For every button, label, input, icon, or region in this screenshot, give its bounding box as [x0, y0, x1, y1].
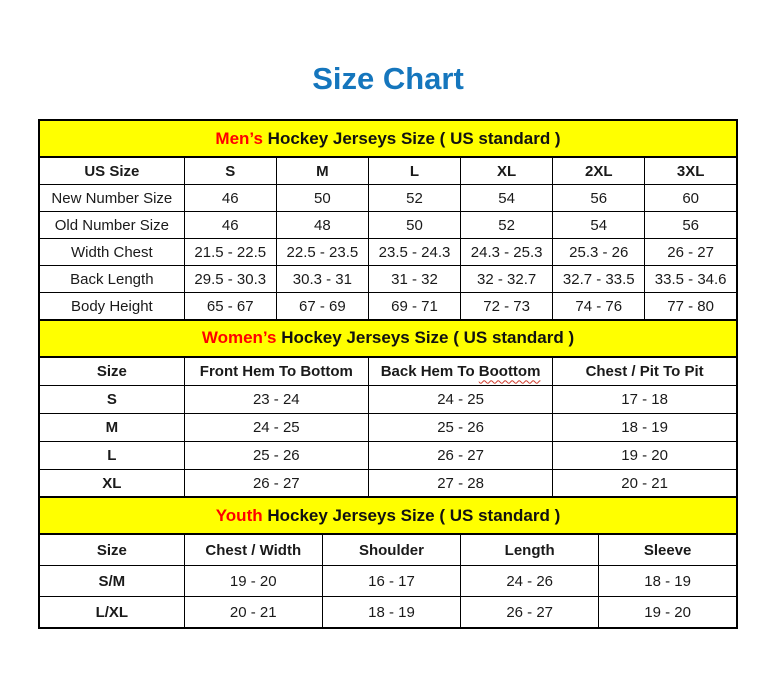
mens-cell-2-3: 24.3 - 25.3	[461, 239, 553, 266]
youth-size-table	[38, 496, 738, 629]
mens-cell-2-1: 22.5 - 23.5	[276, 239, 368, 266]
womens-column-header-1: Front Hem To Bottom	[184, 357, 368, 386]
mens-cell-0-4: 56	[553, 185, 645, 212]
mens-size-table	[38, 119, 738, 321]
mens-cell-4-0: 65 - 67	[184, 293, 276, 321]
womens-column-header-2: Back Hem To Boottom	[368, 357, 552, 386]
womens-band-text: Hockey Jerseys Size ( US standard )	[276, 328, 575, 347]
womens-cell-1-0: 24 - 25	[184, 413, 368, 441]
mens-column-header-3: L	[368, 157, 460, 185]
womens-cell-2-1: 26 - 27	[368, 441, 552, 469]
mens-column-header-5: 2XL	[553, 157, 645, 185]
mens-cell-3-2: 31 - 32	[368, 266, 460, 293]
mens-column-header-1: S	[184, 157, 276, 185]
womens-cell-0-0: 23 - 24	[184, 385, 368, 413]
mens-cell-3-4: 32.7 - 33.5	[553, 266, 645, 293]
mens-cell-2-5: 26 - 27	[645, 239, 737, 266]
mens-cell-1-4: 54	[553, 212, 645, 239]
mens-row-label-4: Body Height	[39, 293, 184, 321]
mens-cell-3-3: 32 - 32.7	[461, 266, 553, 293]
mens-cell-1-1: 48	[276, 212, 368, 239]
mens-row-2	[39, 239, 737, 266]
youth-row-1	[39, 597, 737, 629]
womens-row-label-3: XL	[39, 469, 184, 498]
mens-cell-3-0: 29.5 - 30.3	[184, 266, 276, 293]
womens-cell-2-2: 19 - 20	[553, 441, 737, 469]
mens-cell-0-2: 52	[368, 185, 460, 212]
mens-row-1	[39, 212, 737, 239]
youth-cell-0-0: 19 - 20	[184, 566, 322, 597]
womens-cell-3-0: 26 - 27	[184, 469, 368, 498]
mens-cell-3-1: 30.3 - 31	[276, 266, 368, 293]
youth-row-0	[39, 566, 737, 597]
youth-cell-0-1: 16 - 17	[322, 566, 460, 597]
mens-row-4	[39, 293, 737, 321]
youth-cell-1-1: 18 - 19	[322, 597, 460, 629]
mens-cell-4-2: 69 - 71	[368, 293, 460, 321]
womens-cell-3-1: 27 - 28	[368, 469, 552, 498]
womens-row-2	[39, 441, 737, 469]
youth-column-header-2: Shoulder	[322, 534, 460, 566]
mens-section-band	[39, 120, 737, 157]
mens-cell-4-1: 67 - 69	[276, 293, 368, 321]
mens-cell-4-3: 72 - 73	[461, 293, 553, 321]
mens-band-highlight: Men’s	[215, 128, 263, 148]
womens-band-highlight: Women’s	[201, 328, 277, 347]
womens-misspelled-word: Boottom	[478, 362, 541, 380]
size-tables	[38, 119, 738, 629]
youth-cell-1-0: 20 - 21	[184, 597, 322, 629]
womens-column-header-0: Size	[39, 357, 184, 386]
youth-column-header-3: Length	[461, 534, 599, 566]
mens-column-header-0: US Size	[39, 157, 184, 185]
mens-cell-0-1: 50	[276, 185, 368, 212]
mens-cell-4-5: 77 - 80	[645, 293, 737, 321]
mens-cell-2-2: 23.5 - 24.3	[368, 239, 460, 266]
mens-row-3	[39, 266, 737, 293]
mens-row-0	[39, 185, 737, 212]
womens-cell-0-1: 24 - 25	[368, 385, 552, 413]
mens-cell-1-5: 56	[645, 212, 737, 239]
mens-row-label-0: New Number Size	[39, 185, 184, 212]
mens-cell-1-2: 50	[368, 212, 460, 239]
page-title: Size Chart	[312, 61, 464, 96]
youth-row-label-1: L/XL	[39, 597, 184, 629]
youth-column-header-1: Chest / Width	[184, 534, 322, 566]
mens-row-label-1: Old Number Size	[39, 212, 184, 239]
youth-cell-1-3: 19 - 20	[599, 597, 737, 629]
mens-column-header-2: M	[276, 157, 368, 185]
mens-row-label-3: Back Length	[39, 266, 184, 293]
womens-cell-3-2: 20 - 21	[553, 469, 737, 498]
youth-cell-0-2: 24 - 26	[461, 566, 599, 597]
youth-column-header-4: Sleeve	[599, 534, 737, 566]
mens-cell-1-0: 46	[184, 212, 276, 239]
mens-band-text: Hockey Jerseys Size ( US standard )	[262, 128, 561, 148]
womens-cell-1-1: 25 - 26	[368, 413, 552, 441]
womens-row-3	[39, 469, 737, 498]
mens-column-header-4: XL	[461, 157, 553, 185]
womens-row-label-1: M	[39, 413, 184, 441]
womens-size-table	[38, 319, 738, 499]
mens-cell-0-3: 54	[461, 185, 553, 212]
mens-cell-2-0: 21.5 - 22.5	[184, 239, 276, 266]
mens-cell-4-4: 74 - 76	[553, 293, 645, 321]
youth-column-header-0: Size	[39, 534, 184, 566]
youth-row-label-0: S/M	[39, 566, 184, 597]
mens-row-label-2: Width Chest	[39, 239, 184, 266]
youth-cell-1-2: 26 - 27	[461, 597, 599, 629]
womens-column-header-3: Chest / Pit To Pit	[553, 357, 737, 386]
youth-section-band	[39, 497, 737, 534]
womens-row-1	[39, 413, 737, 441]
womens-row-0	[39, 385, 737, 413]
youth-band-text: Hockey Jerseys Size ( US standard )	[262, 505, 561, 525]
mens-cell-1-3: 52	[461, 212, 553, 239]
mens-cell-2-4: 25.3 - 26	[553, 239, 645, 266]
mens-cell-3-5: 33.5 - 34.6	[645, 266, 737, 293]
mens-cell-0-0: 46	[184, 185, 276, 212]
womens-row-label-0: S	[39, 385, 184, 413]
youth-cell-0-3: 18 - 19	[599, 566, 737, 597]
mens-cell-0-5: 60	[645, 185, 737, 212]
youth-band-highlight: Youth	[215, 505, 263, 525]
mens-column-header-6: 3XL	[645, 157, 737, 185]
womens-cell-2-0: 25 - 26	[184, 441, 368, 469]
womens-row-label-2: L	[39, 441, 184, 469]
womens-cell-0-2: 17 - 18	[553, 385, 737, 413]
womens-cell-1-2: 18 - 19	[553, 413, 737, 441]
womens-section-band	[39, 320, 737, 357]
